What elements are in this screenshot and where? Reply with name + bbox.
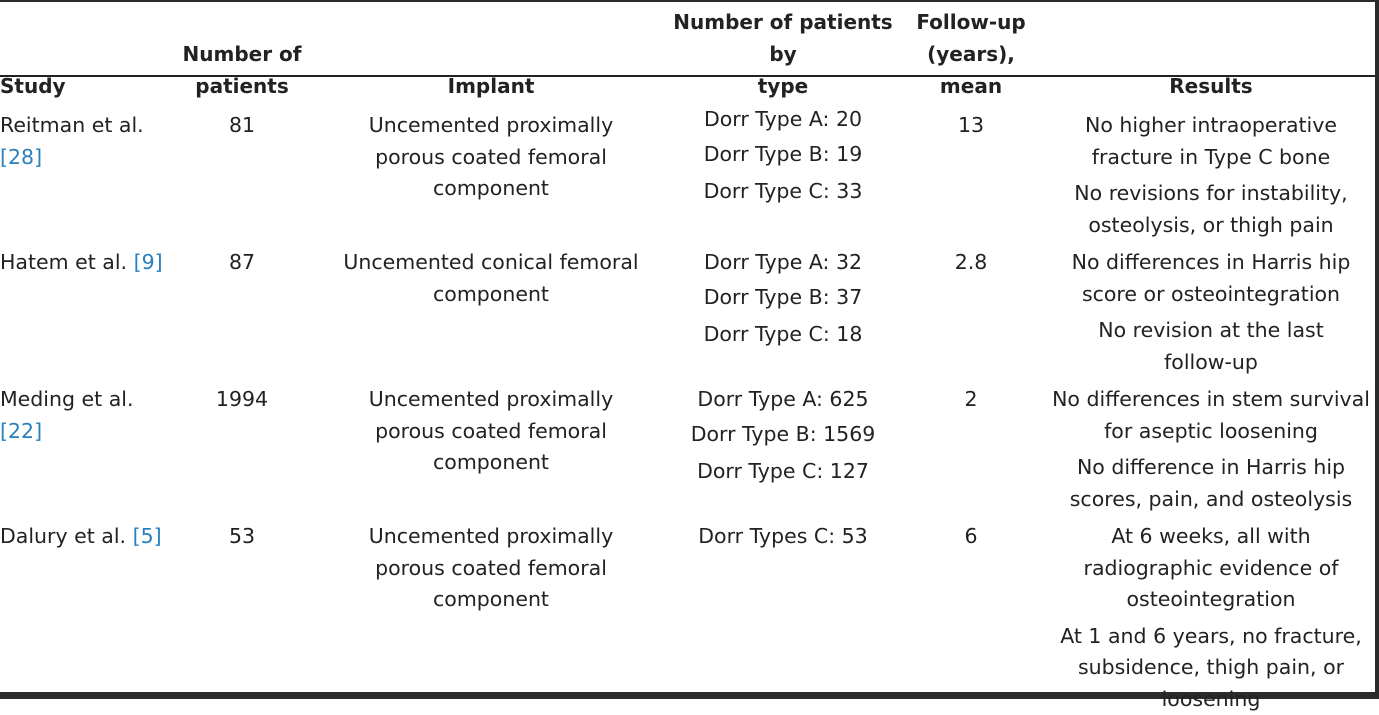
col-header-implant: Implant bbox=[312, 6, 670, 104]
followup-cell: 6 bbox=[896, 515, 1046, 715]
results-cell bbox=[1046, 378, 1376, 515]
col-header-study: Study bbox=[0, 6, 172, 104]
result-line: osteolysis, or thigh pain bbox=[1046, 210, 1376, 242]
implant-line: porous coated femoral bbox=[312, 553, 670, 585]
result-item bbox=[1046, 178, 1376, 241]
implant-line: component bbox=[312, 279, 670, 311]
implant-line: Uncemented proximally bbox=[312, 384, 670, 416]
type-count: Dorr Type A: 625 bbox=[670, 384, 896, 416]
result-item bbox=[1046, 452, 1376, 515]
result-line: No difference in Harris hip bbox=[1046, 452, 1376, 484]
result-line: radiographic evidence of bbox=[1046, 553, 1376, 585]
types-cell bbox=[670, 515, 896, 715]
result-item bbox=[1046, 110, 1376, 173]
study-cell bbox=[0, 515, 172, 715]
result-line: osteointegration bbox=[1046, 584, 1376, 616]
result-line: At 1 and 6 years, no fracture, bbox=[1046, 621, 1376, 653]
result-line: No revision at the last bbox=[1046, 315, 1376, 347]
result-item bbox=[1046, 521, 1376, 616]
implant-line: porous coated femoral bbox=[312, 416, 670, 448]
types-cell bbox=[670, 378, 896, 515]
header-row bbox=[0, 6, 1376, 104]
implant-line: porous coated femoral bbox=[312, 142, 670, 174]
implant-line: component bbox=[312, 584, 670, 616]
citation-link[interactable]: [22] bbox=[0, 419, 42, 443]
study-name: Dalury et al. bbox=[0, 524, 126, 548]
citation-link[interactable]: [28] bbox=[0, 145, 42, 169]
table-top-border bbox=[0, 0, 1379, 2]
study-cell bbox=[0, 104, 172, 241]
implant-line: component bbox=[312, 173, 670, 205]
col-header-patients: Number of patients bbox=[172, 6, 312, 104]
results-cell bbox=[1046, 241, 1376, 378]
result-line: At 6 weeks, all with bbox=[1046, 521, 1376, 553]
followup-cell: 2 bbox=[896, 378, 1046, 515]
implant-cell bbox=[312, 378, 670, 515]
result-item bbox=[1046, 384, 1376, 447]
result-item bbox=[1046, 621, 1376, 715]
result-line: No differences in stem survival bbox=[1046, 384, 1376, 416]
implant-line: Uncemented proximally bbox=[312, 110, 670, 142]
study-name: Hatem et al. bbox=[0, 250, 127, 274]
followup-cell: 2.8 bbox=[896, 241, 1046, 378]
patients-cell: 81 bbox=[172, 104, 312, 241]
result-line: subsidence, thigh pain, or bbox=[1046, 652, 1376, 684]
implant-cell bbox=[312, 104, 670, 241]
table-row bbox=[0, 378, 1376, 515]
patients-cell: 87 bbox=[172, 241, 312, 378]
result-line: fracture in Type C bone bbox=[1046, 142, 1376, 174]
study-name: Reitman et al. bbox=[0, 113, 144, 137]
result-item bbox=[1046, 315, 1376, 378]
study-cell bbox=[0, 241, 172, 378]
implant-cell bbox=[312, 241, 670, 378]
patients-cell: 53 bbox=[172, 515, 312, 715]
implant-cell bbox=[312, 515, 670, 715]
result-line: loosening bbox=[1046, 684, 1376, 715]
implant-line: Uncemented proximally bbox=[312, 521, 670, 553]
type-count: Dorr Type B: 19 bbox=[670, 136, 896, 173]
col-header-followup: Follow-up (years), mean bbox=[896, 6, 1046, 104]
types-cell bbox=[670, 241, 896, 378]
result-line: No revisions for instability, bbox=[1046, 178, 1376, 210]
col-header-bytype: Number of patients by type bbox=[670, 6, 896, 104]
result-line: scores, pain, and osteolysis bbox=[1046, 484, 1376, 516]
type-count: Dorr Type C: 127 bbox=[670, 453, 896, 490]
study-name: Meding et al. bbox=[0, 387, 133, 411]
implant-line: component bbox=[312, 447, 670, 479]
type-count: Dorr Type B: 1569 bbox=[670, 416, 896, 453]
followup-cell: 13 bbox=[896, 104, 1046, 241]
results-cell bbox=[1046, 515, 1376, 715]
result-line: No differences in Harris hip bbox=[1046, 247, 1376, 279]
studies-table bbox=[0, 6, 1376, 715]
patients-cell: 1994 bbox=[172, 378, 312, 515]
table-row bbox=[0, 104, 1376, 241]
result-line: No higher intraoperative bbox=[1046, 110, 1376, 142]
result-line: score or osteointegration bbox=[1046, 279, 1376, 311]
table-row bbox=[0, 515, 1376, 715]
type-count: Dorr Type B: 37 bbox=[670, 279, 896, 316]
types-cell bbox=[670, 104, 896, 241]
type-count: Dorr Type C: 33 bbox=[670, 173, 896, 210]
citation-link[interactable]: [9] bbox=[134, 250, 163, 274]
type-count: Dorr Type C: 18 bbox=[670, 316, 896, 353]
results-cell bbox=[1046, 104, 1376, 241]
table-row bbox=[0, 241, 1376, 378]
type-count: Dorr Type A: 20 bbox=[670, 104, 896, 136]
study-cell bbox=[0, 378, 172, 515]
type-count: Dorr Types C: 53 bbox=[670, 521, 896, 553]
result-line: for aseptic loosening bbox=[1046, 416, 1376, 448]
result-item bbox=[1046, 247, 1376, 310]
citation-link[interactable]: [5] bbox=[133, 524, 162, 548]
implant-line: Uncemented conical femoral bbox=[312, 247, 670, 279]
type-count: Dorr Type A: 32 bbox=[670, 247, 896, 279]
col-header-results: Results bbox=[1046, 6, 1376, 104]
result-line: follow-up bbox=[1046, 347, 1376, 379]
